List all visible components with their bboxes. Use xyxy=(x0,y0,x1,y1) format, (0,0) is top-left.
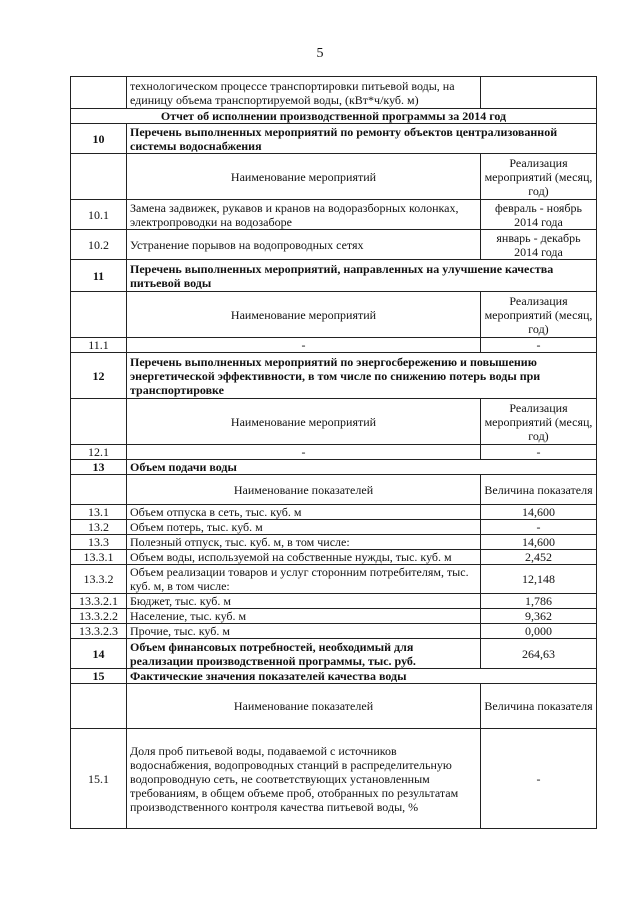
value-cell xyxy=(481,77,597,109)
empty-number-cell xyxy=(71,292,127,338)
table-row xyxy=(71,338,597,353)
value-cell: 1,786 xyxy=(481,594,597,609)
empty-number-cell xyxy=(71,399,127,445)
table-row xyxy=(71,292,597,338)
section-number-cell: 14 xyxy=(71,639,127,669)
table-row xyxy=(71,77,597,109)
section-title-cell: Фактические значения показателей качества воды xyxy=(127,669,597,684)
table-row xyxy=(71,399,597,445)
value-cell: - xyxy=(481,520,597,535)
column-header-value: Реализация мероприятий (месяц, год) xyxy=(481,292,597,338)
value-cell: январь - декабрь 2014 года xyxy=(481,230,597,260)
name-cell: - xyxy=(127,445,481,460)
row-number-cell: 13.2 xyxy=(71,520,127,535)
row-number-cell: 13.3.2.2 xyxy=(71,609,127,624)
row-number-cell: 13.3 xyxy=(71,535,127,550)
table-row xyxy=(71,684,597,729)
empty-number-cell xyxy=(71,475,127,505)
table-row xyxy=(71,609,597,624)
column-header-value: Величина показателя xyxy=(481,475,597,505)
value-cell: - xyxy=(481,445,597,460)
section-title-cell: Перечень выполненных мероприятий по энергосбережению и повышению энергетической эффективности, в том числе по снижению потерь воды при транспортировке xyxy=(127,353,597,399)
table-row xyxy=(71,445,597,460)
value-cell: - xyxy=(481,338,597,353)
table-row xyxy=(71,639,597,669)
table-row xyxy=(71,230,597,260)
section-number-cell: 11 xyxy=(71,260,127,292)
value-cell: февраль - ноябрь 2014 года xyxy=(481,200,597,230)
empty-number-cell xyxy=(71,154,127,200)
section-title-cell: Перечень выполненных мероприятий, направленных на улучшение качества питьевой воды xyxy=(127,260,597,292)
row-number-cell: 13.3.1 xyxy=(71,550,127,565)
name-cell: Объем воды, используемой на собственные нужды, тыс. куб. м xyxy=(127,550,481,565)
name-cell: Объем отпуска в сеть, тыс. куб. м xyxy=(127,505,481,520)
table-row xyxy=(71,200,597,230)
row-number-cell: 13.3.2.3 xyxy=(71,624,127,639)
table-row xyxy=(71,505,597,520)
table-row xyxy=(71,109,597,124)
column-header-name: Наименование показателей xyxy=(127,684,481,729)
table-row xyxy=(71,460,597,475)
section-number-cell: 10 xyxy=(71,124,127,154)
value-cell: 0,000 xyxy=(481,624,597,639)
table-row xyxy=(71,260,597,292)
table-row xyxy=(71,154,597,200)
page-number: 5 xyxy=(316,46,324,61)
table-row xyxy=(71,669,597,684)
name-cell: Полезный отпуск, тыс. куб. м, в том числе: xyxy=(127,535,481,550)
table-row xyxy=(71,353,597,399)
name-cell: Прочие, тыс. куб. м xyxy=(127,624,481,639)
column-header-name: Наименование показателей xyxy=(127,475,481,505)
name-cell: Объем реализации товаров и услуг сторонним потребителям, тыс. куб. м, в том числе: xyxy=(127,565,481,594)
table-row xyxy=(71,729,597,829)
table-row xyxy=(71,475,597,505)
name-cell: технологическом процессе транспортировки питьевой воды, на единицу объема транспортируемой воды, (кВт*ч/куб. м) xyxy=(127,77,481,109)
value-cell: 12,148 xyxy=(481,565,597,594)
name-cell: Доля проб питьевой воды, подаваемой с источников водоснабжения, водопроводных станций в распределительную водопроводную сеть, не соответствующих установленным требованиям, в общем объеме проб, отобранных по результатам производственного контроля качества питьевой воды, % xyxy=(127,729,481,829)
name-cell: Население, тыс. куб. м xyxy=(127,609,481,624)
column-header-name: Наименование мероприятий xyxy=(127,154,481,200)
table-row xyxy=(71,550,597,565)
report-table xyxy=(70,76,597,829)
table-row xyxy=(71,124,597,154)
row-number-cell: 13.1 xyxy=(71,505,127,520)
row-number-cell: 13.3.2.1 xyxy=(71,594,127,609)
value-cell: - xyxy=(481,729,597,829)
name-cell: Замена задвижек, рукавов и кранов на водоразборных колонках, электропроводки на водозаборе xyxy=(127,200,481,230)
row-number-cell xyxy=(71,77,127,109)
table-row xyxy=(71,624,597,639)
table-row xyxy=(71,565,597,594)
column-header-name: Наименование мероприятий xyxy=(127,399,481,445)
table-row xyxy=(71,535,597,550)
column-header-value: Реализация мероприятий (месяц, год) xyxy=(481,399,597,445)
value-cell: 14,600 xyxy=(481,505,597,520)
section-number-cell: 13 xyxy=(71,460,127,475)
value-cell: 2,452 xyxy=(481,550,597,565)
name-cell: - xyxy=(127,338,481,353)
column-header-value: Величина показателя xyxy=(481,684,597,729)
name-cell: Бюджет, тыс. куб. м xyxy=(127,594,481,609)
name-cell: Объем потерь, тыс. куб. м xyxy=(127,520,481,535)
value-cell: 264,63 xyxy=(481,639,597,669)
column-header-name: Наименование мероприятий xyxy=(127,292,481,338)
row-number-cell: 11.1 xyxy=(71,338,127,353)
value-cell: 14,600 xyxy=(481,535,597,550)
row-number-cell: 15.1 xyxy=(71,729,127,829)
report-title-cell: Отчет об исполнении производственной программы за 2014 год xyxy=(71,109,597,124)
empty-number-cell xyxy=(71,684,127,729)
section-title-cell: Перечень выполненных мероприятий по ремонту объектов централизованной системы водоснабжения xyxy=(127,124,597,154)
value-cell: 9,362 xyxy=(481,609,597,624)
name-cell: Устранение порывов на водопроводных сетях xyxy=(127,230,481,260)
section-title-cell: Объем финансовых потребностей, необходимый для реализации производственной программы, тыс. руб. xyxy=(127,639,481,669)
row-number-cell: 10.1 xyxy=(71,200,127,230)
row-number-cell: 12.1 xyxy=(71,445,127,460)
table-row xyxy=(71,520,597,535)
section-number-cell: 12 xyxy=(71,353,127,399)
section-number-cell: 15 xyxy=(71,669,127,684)
table-row xyxy=(71,594,597,609)
row-number-cell: 10.2 xyxy=(71,230,127,260)
row-number-cell: 13.3.2 xyxy=(71,565,127,594)
section-title-cell: Объем подачи воды xyxy=(127,460,597,475)
column-header-value: Реализация мероприятий (месяц, год) xyxy=(481,154,597,200)
